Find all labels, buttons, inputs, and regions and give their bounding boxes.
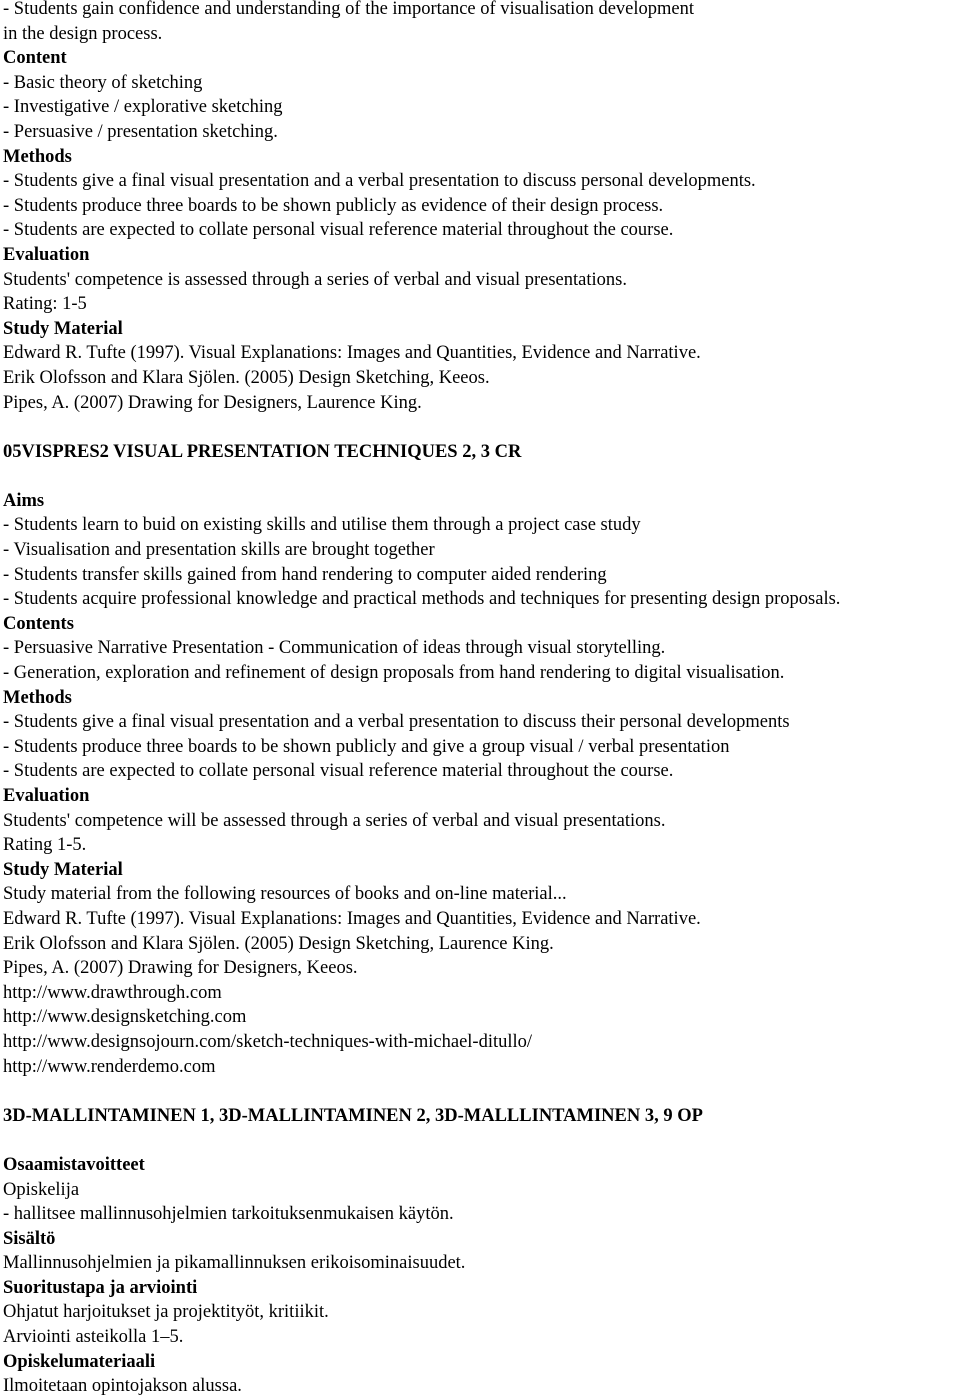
reference-line: Edward R. Tufte (1997). Visual Explanations: Images and Quantities, Evidence and Narrative.	[3, 343, 701, 364]
rating-line: Rating: 1-5	[3, 294, 87, 315]
methods-line: - Students produce three boards to be shown publicly as evidence of their design process.	[3, 195, 664, 216]
reference-url: http://www.designsojourn.com/sketch-techniques-with-michael-ditullo/	[3, 1031, 533, 1052]
rating-line: Rating 1-5.	[3, 835, 87, 856]
aims-line: in the design process.	[3, 23, 163, 44]
learning-outcomes-line: - hallitsee mallinnusohjelmien tarkoituksenmukaisen käytön.	[3, 1204, 454, 1225]
content-heading: Sisältö	[3, 1228, 56, 1249]
evaluation-heading: Evaluation	[3, 244, 90, 265]
content-line: - Basic theory of sketching	[3, 72, 203, 93]
learning-outcomes-heading: Osaamistavoitteet	[3, 1154, 145, 1175]
study-material-heading: Study Material	[3, 318, 123, 339]
methods-line: - Students are expected to collate personal visual reference material throughout the course.	[3, 761, 674, 782]
aims-heading: Aims	[3, 490, 45, 511]
reference-line: Edward R. Tufte (1997). Visual Explanations: Images and Quantities, Evidence and Narrative.	[3, 908, 701, 929]
section-visual-presentation-1-tail	[3, 0, 960, 415]
spacer	[3, 415, 960, 440]
study-material-heading: Opiskelumateriaali	[3, 1351, 156, 1372]
content-heading: Content	[3, 48, 67, 69]
study-material-line: Ilmoitetaan opintojakson alussa.	[3, 1376, 242, 1397]
aims-line: - Visualisation and presentation skills are brought together	[3, 540, 435, 561]
section-visual-presentation-2	[3, 440, 960, 1079]
study-material-heading: Study Material	[3, 859, 123, 880]
spacer	[3, 1128, 960, 1153]
spacer	[3, 1079, 960, 1104]
aims-line: - Students gain confidence and understanding of the importance of visualisation development	[3, 0, 694, 19]
methods-line: - Students produce three boards to be shown publicly and give a group visual / verbal presentation	[3, 736, 730, 757]
contents-line: - Persuasive Narrative Presentation - Communication of ideas through visual storytelling.	[3, 638, 666, 659]
contents-heading: Contents	[3, 613, 74, 634]
assessment-line: Arviointi asteikolla 1–5.	[3, 1327, 184, 1348]
reference-url: http://www.renderdemo.com	[3, 1056, 216, 1077]
section-3d-modelling	[3, 1104, 960, 1399]
reference-url: http://www.designsketching.com	[3, 1007, 247, 1028]
reference-url: http://www.drawthrough.com	[3, 982, 222, 1003]
course-title: 05VISPRES2 VISUAL PRESENTATION TECHNIQUES 2, 3 CR	[3, 441, 522, 462]
assessment-line: Ohjatut harjoitukset ja projektityöt, kritiikit.	[3, 1302, 329, 1323]
assessment-heading: Suoritustapa ja arviointi	[3, 1277, 198, 1298]
study-material-intro: Study material from the following resources of books and on-line material...	[3, 884, 567, 905]
spacer	[3, 464, 960, 489]
methods-heading: Methods	[3, 687, 72, 708]
learning-outcomes-line: Opiskelija	[3, 1179, 80, 1200]
methods-line: - Students give a final visual presentation and a verbal presentation to discuss personal developments.	[3, 171, 756, 192]
content-line: - Investigative / explorative sketching	[3, 97, 283, 118]
content-line: Mallinnusohjelmien ja pikamallinnuksen erikoisominaisuudet.	[3, 1253, 466, 1274]
content-line: - Persuasive / presentation sketching.	[3, 121, 278, 142]
evaluation-heading: Evaluation	[3, 786, 90, 806]
contents-line: - Generation, exploration and refinement of design proposals from hand rendering to digital visualisation.	[3, 663, 785, 684]
course-title: 3D-MALLINTAMINEN 1, 3D-MALLINTAMINEN 2, 3D-MALLLINTAMINEN 3, 9 OP	[3, 1105, 703, 1126]
evaluation-line: Students' competence will be assessed through a series of verbal and visual presentations.	[3, 810, 666, 831]
reference-line: Erik Olofsson and Klara Sjölen. (2005) Design Sketching, Keeos.	[3, 367, 490, 388]
evaluation-line: Students' competence is assessed through a series of verbal and visual presentations.	[3, 269, 627, 290]
methods-line: - Students are expected to collate personal visual reference material throughout the course.	[3, 220, 674, 241]
methods-heading: Methods	[3, 146, 72, 167]
aims-line: - Students acquire professional knowledge and practical methods and techniques for presenting design proposals.	[3, 589, 841, 610]
methods-line: - Students give a final visual presentation and a verbal presentation to discuss their personal developments	[3, 712, 790, 733]
reference-line: Erik Olofsson and Klara Sjölen. (2005) Design Sketching, Laurence King.	[3, 933, 554, 954]
reference-line: Pipes, A. (2007) Drawing for Designers, Laurence King.	[3, 392, 422, 413]
aims-line: - Students transfer skills gained from hand rendering to computer aided rendering	[3, 564, 607, 585]
aims-line: - Students learn to buid on existing skills and utilise them through a project case study	[3, 515, 641, 536]
reference-line: Pipes, A. (2007) Drawing for Designers, Keeos.	[3, 958, 358, 979]
